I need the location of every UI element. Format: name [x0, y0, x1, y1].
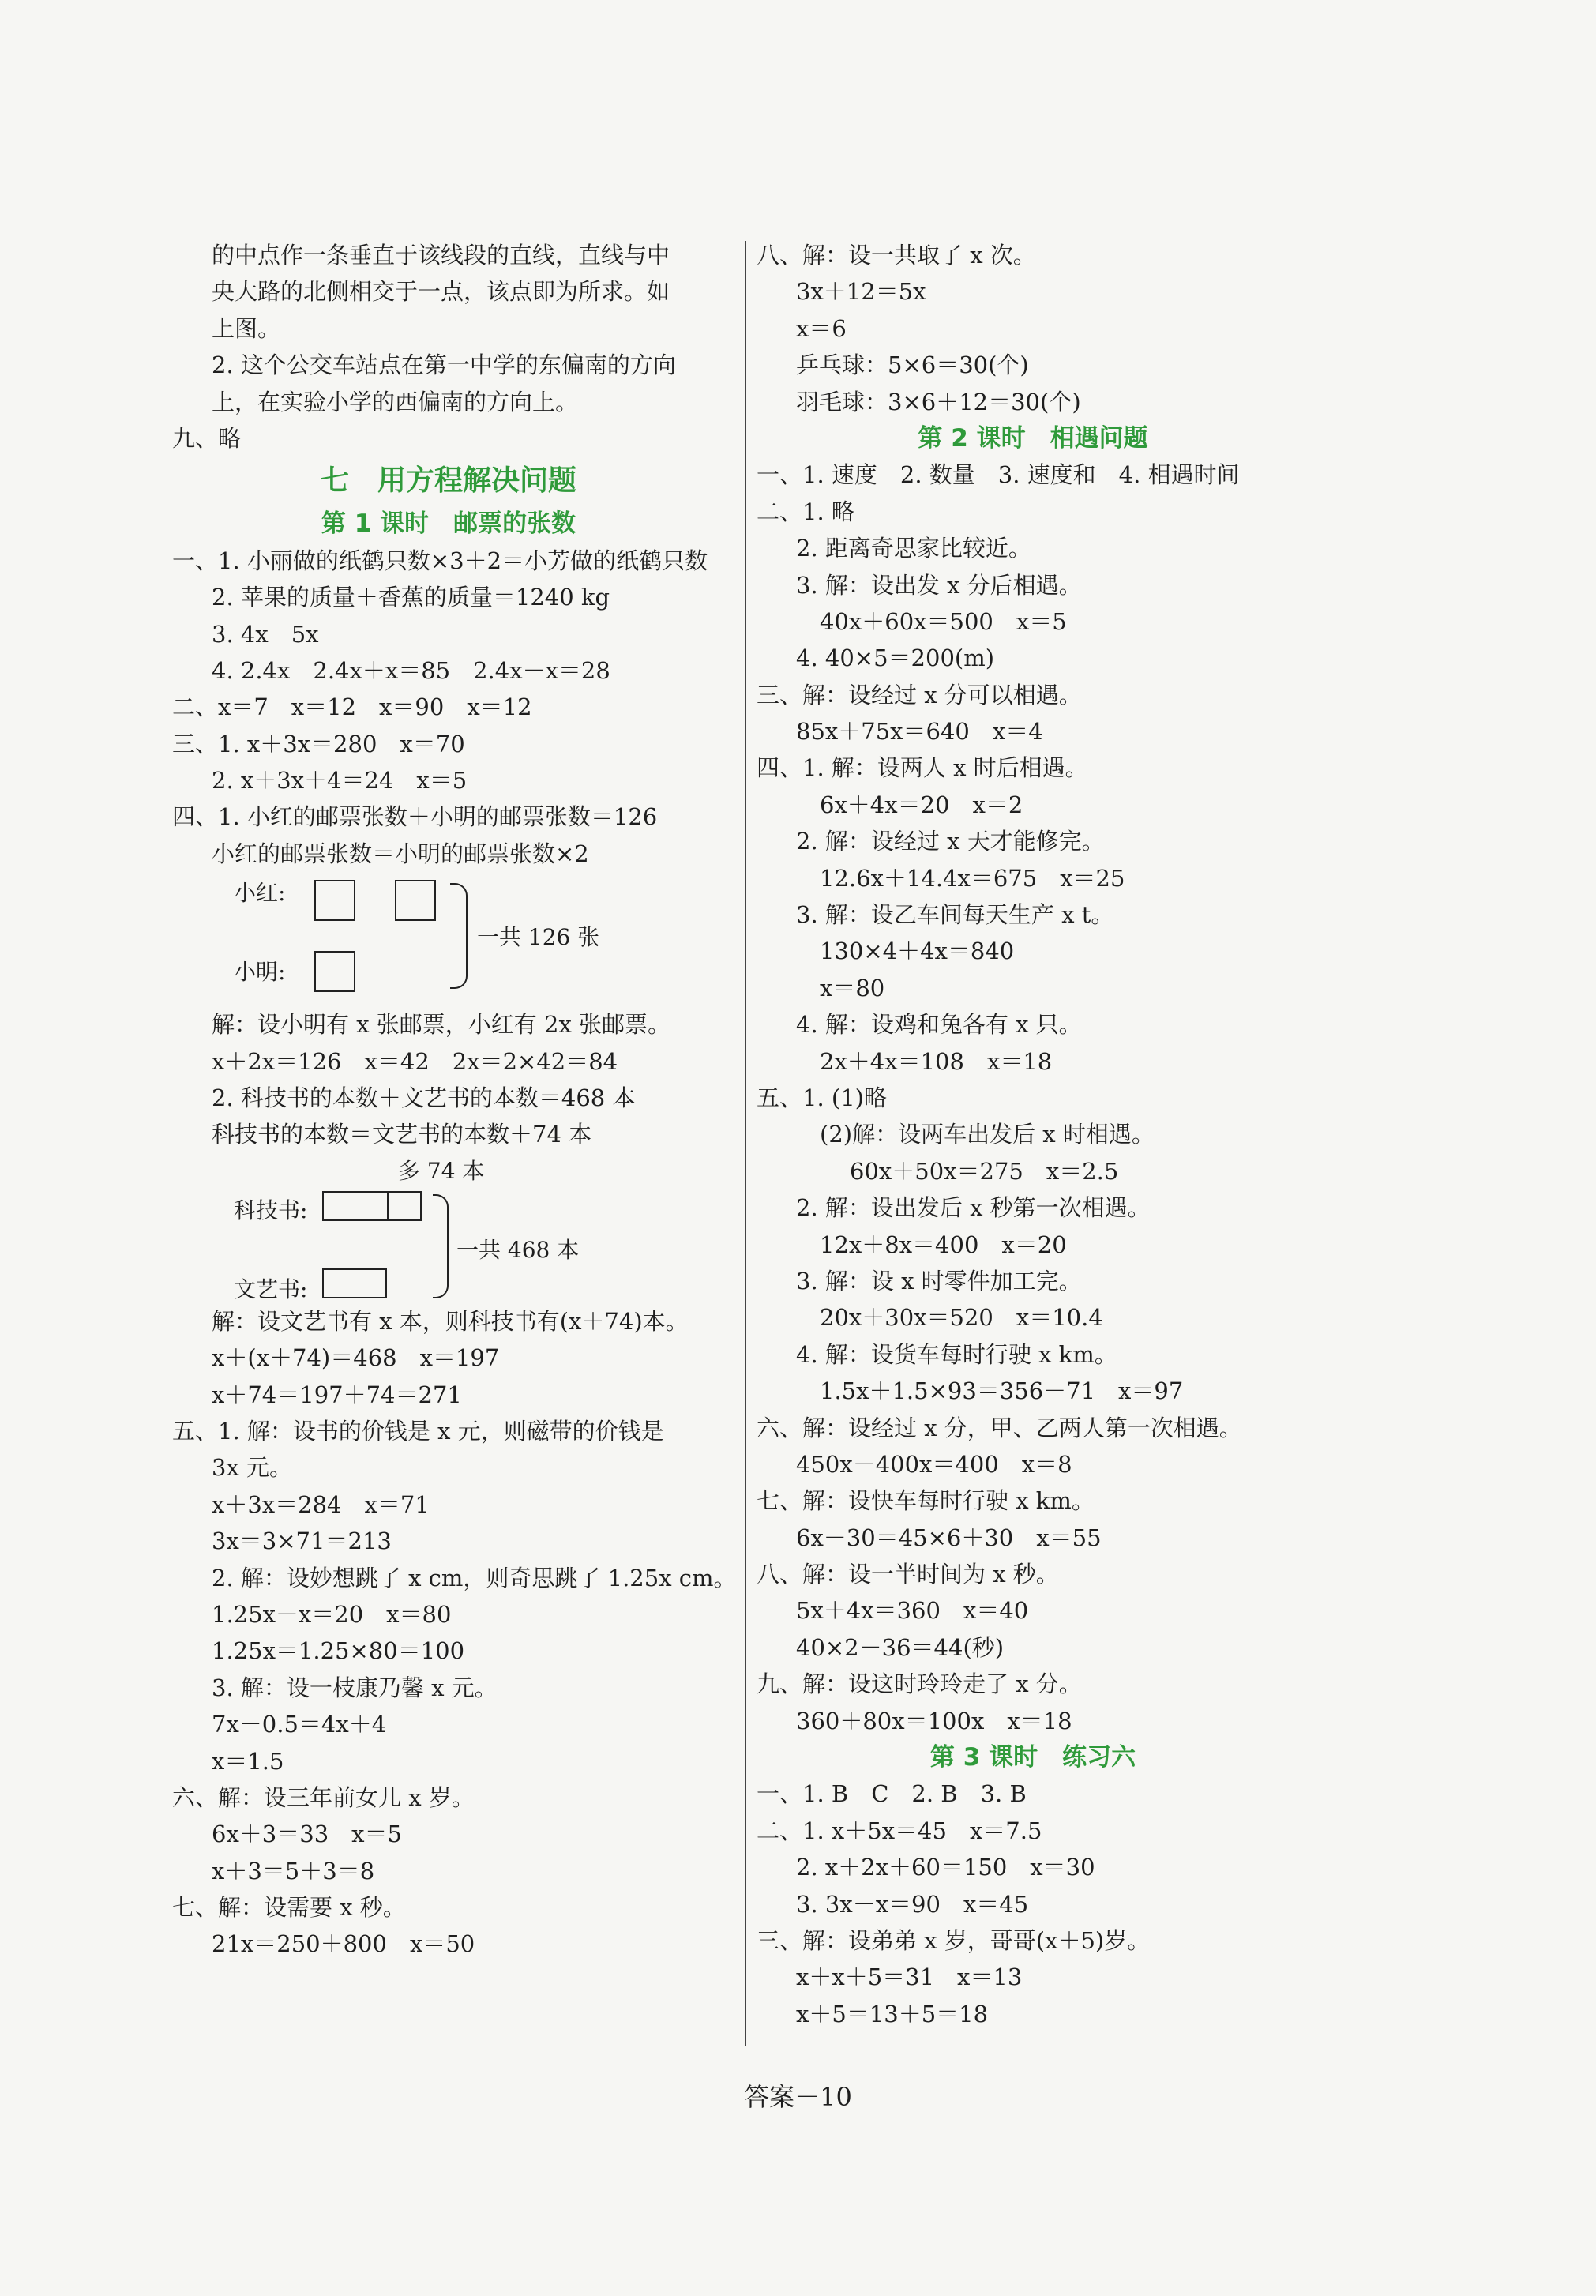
- text-line: 40×2－36＝44(秒): [796, 1633, 1005, 1661]
- text-line: 3. 4x 5x: [212, 620, 319, 648]
- text-line: x＋(x＋74)＝468 x＝197: [212, 1344, 500, 1372]
- text-line: 2. 距离奇思家比较近。: [796, 535, 1031, 562]
- text-line: 2. 解：设妙想跳了 x cm，则奇思跳了 1.25x cm。: [212, 1564, 737, 1591]
- diagram-total: 一共 468 本: [456, 1236, 580, 1263]
- text-line: x＋x＋5＝31 x＝13: [796, 1963, 1023, 1991]
- text-line: 4. 40×5＝200(m): [796, 644, 995, 672]
- text-line: 1.25x＝1.25×80＝100: [212, 1637, 465, 1665]
- text-line: 1.5x＋1.5×93＝356－71 x＝97: [820, 1377, 1184, 1405]
- column-divider: [745, 241, 746, 2046]
- diagram-bar: [322, 1268, 387, 1298]
- text-line: 的中点作一条垂直于该线段的直线，直线与中: [212, 242, 670, 269]
- text-line: 上，在实验小学的西偏南的方向上。: [212, 388, 579, 415]
- text-line: 八、解：设一共取了 x 次。: [757, 242, 1036, 269]
- lesson-title: 第 1 课时 邮票的张数: [321, 509, 576, 539]
- text-line: 3x 元。: [212, 1454, 293, 1482]
- text-line: 2. x＋3x＋4＝24 x＝5: [212, 767, 468, 795]
- text-line: 二、1. x＋5x＝45 x＝7.5: [757, 1817, 1042, 1844]
- text-line: 40x＋60x＝500 x＝5: [820, 607, 1067, 635]
- text-line: 450x－400x＝400 x＝8: [796, 1450, 1072, 1478]
- text-line: 3. 解：设出发 x 分后相遇。: [796, 571, 1082, 599]
- text-line: 上图。: [212, 314, 281, 342]
- text-line: x＋2x＝126 x＝42 2x＝2×42＝84: [212, 1047, 618, 1075]
- text-line: 360＋80x＝100x x＝18: [796, 1707, 1072, 1734]
- text-line: 解：设小明有 x 张邮票，小红有 2x 张邮票。: [212, 1011, 671, 1039]
- text-line: 85x＋75x＝640 x＝4: [796, 718, 1043, 746]
- text-line: 6x－30＝45×6＋30 x＝55: [796, 1524, 1102, 1551]
- lesson-title: 第 3 课时 练习六: [929, 1743, 1136, 1772]
- text-line: 4. 解：设鸡和兔各有 x 只。: [796, 1011, 1082, 1039]
- text-line: x＋3＝5＋3＝8: [212, 1857, 375, 1885]
- text-line: 3. 3x－x＝90 x＝45: [796, 1890, 1029, 1918]
- text-line: 五、1. (1)略: [757, 1084, 887, 1111]
- text-line: 21x＝250＋800 x＝50: [212, 1930, 475, 1958]
- text-line: 三、解：设经过 x 分可以相遇。: [757, 681, 1082, 708]
- book-diagram: [172, 1153, 725, 1303]
- text-line: 12x＋8x＝400 x＝20: [820, 1231, 1067, 1258]
- text-line: 四、1. 解：设两人 x 时后相遇。: [757, 754, 1088, 782]
- text-line: 九、略: [172, 424, 242, 452]
- text-line: 三、解：设弟弟 x 岁，哥哥(x＋5)岁。: [757, 1926, 1151, 1954]
- diagram-box: [314, 951, 355, 992]
- text-line: 4. 解：设货车每时行驶 x km。: [796, 1340, 1117, 1368]
- text-line: 2. 解：设经过 x 天才能修完。: [796, 828, 1105, 855]
- text-line: 3. 解：设 x 时零件加工完。: [796, 1267, 1082, 1295]
- text-line: 12.6x＋14.4x＝675 x＝25: [820, 864, 1125, 892]
- text-line: 四、1. 小红的邮票张数＋小明的邮票张数＝126: [172, 803, 658, 831]
- text-line: 七、解：设需要 x 秒。: [172, 1894, 406, 1922]
- text-line: 羽毛球：3×6＋12＝30(个): [796, 388, 1081, 415]
- text-line: 130×4＋4x＝840: [820, 938, 1015, 965]
- text-line: 央大路的北侧相交于一点，该点即为所求。如: [212, 278, 670, 306]
- section-title: 七 用方程解决问题: [320, 464, 576, 498]
- text-line: x＝80: [820, 974, 885, 1001]
- diagram-bar-extra: [387, 1191, 422, 1221]
- text-line: 7x－0.5＝4x＋4: [212, 1711, 387, 1738]
- diagram-box: [314, 880, 355, 921]
- text-line: 5x＋4x＝360 x＝40: [796, 1597, 1029, 1625]
- text-line: 五、1. 解：设书的价钱是 x 元，则磁带的价钱是: [172, 1417, 664, 1445]
- text-line: 二、x＝7 x＝12 x＝90 x＝12: [172, 693, 532, 721]
- text-line: 3x＝3×71＝213: [212, 1528, 392, 1555]
- text-line: 七、解：设快车每时行驶 x km。: [757, 1487, 1095, 1515]
- text-line: 2. 科技书的本数＋文艺书的本数＝468 本: [212, 1084, 636, 1112]
- text-line: 4. 2.4x 2.4x＋x＝85 2.4x－x＝28: [212, 656, 610, 684]
- right-column: [757, 237, 1309, 2032]
- left-column: [172, 237, 737, 1963]
- text-line: 1.25x－x＝20 x＝80: [212, 1600, 452, 1628]
- text-line: 一、1. 速度 2. 数量 3. 速度和 4. 相遇时间: [757, 461, 1240, 489]
- text-line: 2. 解：设出发后 x 秒第一次相遇。: [796, 1194, 1151, 1222]
- diagram-label-literature: 文艺书:: [234, 1276, 308, 1302]
- text-line: x＋5＝13＋5＝18: [796, 2000, 989, 2027]
- stamp-diagram: [172, 872, 725, 1006]
- lesson-title: 第 2 课时 相遇问题: [918, 423, 1148, 453]
- text-line: (2)解：设两车出发后 x 时相遇。: [820, 1121, 1155, 1148]
- text-line: x＝1.5: [212, 1747, 284, 1775]
- diagram-box: [395, 880, 436, 921]
- text-line: 2. 苹果的质量＋香蕉的质量＝1240 kg: [212, 584, 610, 611]
- text-line: 3. 解：设一枝康乃馨 x 元。: [212, 1674, 498, 1701]
- diagram-label-science: 科技书:: [234, 1197, 308, 1223]
- text-line: 六、解：设经过 x 分，甲、乙两人第一次相遇。: [757, 1414, 1242, 1441]
- text-line: x＝6: [796, 314, 847, 342]
- diagram-label-xiaoming: 小明:: [234, 959, 286, 986]
- text-line: 2x＋4x＝108 x＝18: [820, 1047, 1053, 1075]
- text-line: 6x＋4x＝20 x＝2: [820, 791, 1023, 818]
- text-line: 2. 这个公交车站点在第一中学的东偏南的方向: [212, 351, 676, 379]
- text-line: 3. 解：设乙车间每天生产 x t。: [796, 901, 1114, 929]
- page-number: 答案－10: [744, 2082, 852, 2112]
- diagram-brace: [450, 883, 468, 989]
- diagram-label-xiaohong: 小红:: [234, 880, 286, 907]
- text-line: 3x＋12＝5x: [796, 278, 926, 306]
- diagram-brace: [433, 1194, 449, 1298]
- text-line: 2. x＋2x＋60＝150 x＝30: [796, 1854, 1095, 1881]
- diagram-total: 一共 126 张: [477, 924, 600, 951]
- text-line: 20x＋30x＝520 x＝10.4: [820, 1304, 1103, 1332]
- text-line: 二、1. 略: [757, 498, 854, 525]
- text-line: x＋3x＝284 x＝71: [212, 1490, 430, 1518]
- text-line: 科技书的本数＝文艺书的本数＋74 本: [212, 1121, 592, 1148]
- text-line: 八、解：设一半时间为 x 秒。: [757, 1561, 1059, 1588]
- text-line: 一、1. B C 2. B 3. B: [757, 1780, 1027, 1808]
- text-line: 九、解：设这时玲玲走了 x 分。: [757, 1670, 1082, 1698]
- text-line: 六、解：设三年前女儿 x 岁。: [172, 1783, 475, 1811]
- text-line: 三、1. x＋3x＝280 x＝70: [172, 730, 465, 757]
- text-line: 一、1. 小丽做的纸鹤只数×3＋2＝小芳做的纸鹤只数: [172, 547, 708, 574]
- text-line: 6x＋3＝33 x＝5: [212, 1821, 402, 1848]
- text-line: x＋74＝197＋74＝271: [212, 1381, 462, 1408]
- text-line: 60x＋50x＝275 x＝2.5: [850, 1157, 1119, 1185]
- text-line: 解：设文艺书有 x 本，则科技书有(x＋74)本。: [212, 1307, 689, 1335]
- text-line: 小红的邮票张数＝小明的邮票张数×2: [212, 840, 589, 867]
- text-line: 乒乓球：5×6＝30(个): [796, 351, 1029, 379]
- diagram-extra: 多 74 本: [398, 1157, 485, 1184]
